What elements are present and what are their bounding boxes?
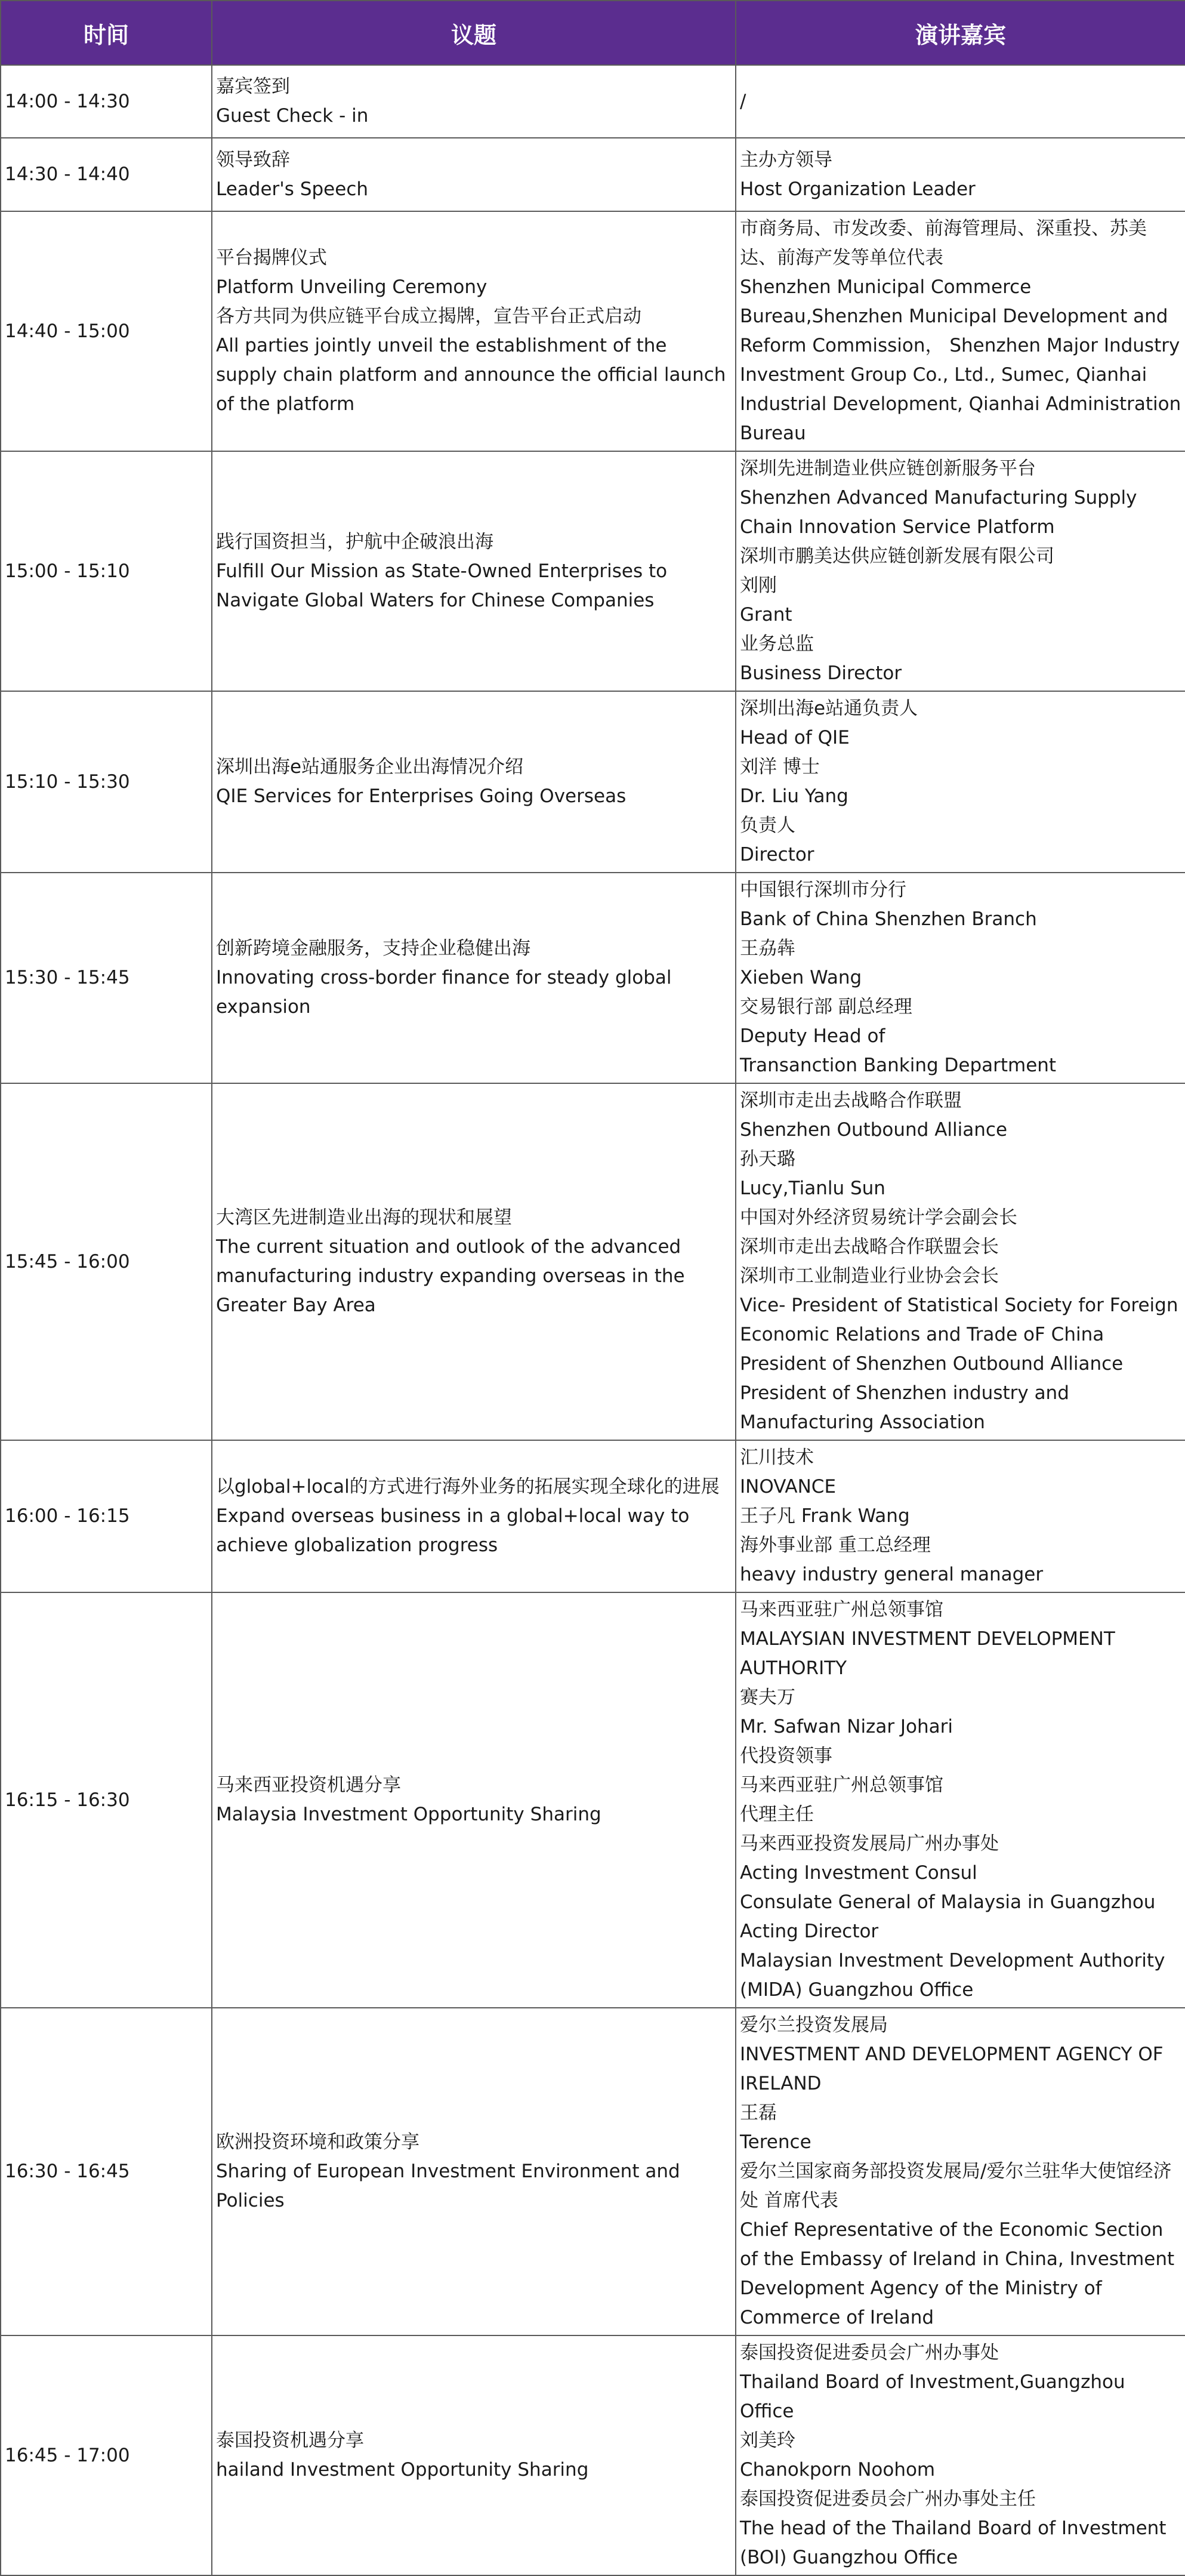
speaker-cell [736,2335,1185,2575]
topic-line: hailand Investment Opportunity Sharing [216,2459,589,2481]
speaker-line: Thailand Board of Investment,Guangzhou Office [740,2371,1125,2422]
topic-line: Leader's Speech [216,178,369,200]
speaker-line: 刘刚 [740,575,777,596]
speaker-line: 深圳市走出去战略合作联盟 [740,1090,962,1111]
speaker-line: Shenzhen Municipal Commerce Bureau,Shenzhen Municipal Development and Reform Commission， Shenzhen Major Industry Investment Group Co., Ltd., Sumec, Qianhai Industrial Development, Qianhai Administration Bureau [740,276,1181,444]
agenda-body [1,65,1185,2575]
topic-line: Fulfill Our Mission as State-Owned Enterprises to Navigate Global Waters for Chinese Companies [216,560,668,611]
speaker-cell [736,138,1185,211]
speaker-line: Head of QIE [740,727,850,748]
speaker-cell [736,2008,1185,2335]
speaker-line: 中国对外经济贸易统计学会副会长 [740,1207,1017,1228]
topic-line: Guest Check - in [216,105,369,127]
agenda-row [1,1440,1185,1592]
speaker-line: Chief Representative of the Economic Section of the Embassy of Ireland in China, Investment Development Agency of the Ministry of Commerce of Ireland [740,2219,1175,2328]
speaker-line: INOVANCE [740,1476,837,1497]
topic-line: 深圳出海e站通服务企业出海情况介绍 [216,756,524,778]
topic-cell [212,1440,736,1592]
speaker-cell [736,691,1185,873]
speaker-line: 赛夫万 [740,1687,795,1708]
topic-line: Innovating cross-border finance for steady global expansion [216,967,672,1018]
speaker-line: 负责人 [740,815,795,836]
speaker-line: Xieben Wang [740,967,862,988]
speaker-line: 刘美玲 [740,2430,795,2451]
time-cell: 15:30 - 15:45 [1,873,212,1083]
agenda-row [1,2008,1185,2335]
speaker-line: 爱尔兰投资发展局 [740,2014,888,2036]
speaker-line: Malaysian Investment Development Authority (MIDA) Guangzhou Office [740,1950,1165,2001]
agenda-row [1,1592,1185,2008]
topic-line: Platform Unveiling Ceremony [216,276,487,298]
speaker-line: 爱尔兰国家商务部投资发展局/爱尔兰驻华大使馆经济处 首席代表 [740,2161,1172,2211]
topic-line: All parties jointly unveil the establishment of the supply chain platform and announce the official launch of the platform [216,335,726,415]
topic-cell [212,451,736,691]
topic-line: The current situation and outlook of the advanced manufacturing industry expanding overseas in the Greater Bay Area [216,1236,685,1316]
speaker-line: 刘洋 博士 [740,756,820,778]
speaker-line: 主办方领导 [740,149,832,171]
header-speaker: 演讲嘉宾 [736,1,1185,65]
speaker-line: Grant [740,604,792,625]
topic-cell [212,65,736,138]
topic-cell [212,138,736,211]
topic-line: 嘉宾签到 [216,76,290,97]
speaker-line: Shenzhen Advanced Manufacturing Supply Chain Innovation Service Platform [740,487,1137,538]
speaker-line: Mr. Safwan Nizar Johari [740,1716,953,1737]
speaker-line: 深圳市工业制造业行业协会会长 [740,1265,999,1287]
header-row [1,1,1185,65]
time-cell: 16:15 - 16:30 [1,1592,212,2008]
speaker-line: 中国银行深圳市分行 [740,879,906,901]
topic-cell [212,691,736,873]
time-cell: 15:10 - 15:30 [1,691,212,873]
topic-line: 领导致辞 [216,149,290,171]
time-cell: 16:30 - 16:45 [1,2008,212,2335]
topic-cell [212,1592,736,2008]
speaker-line: 马来西亚驻广州总领事馆 [740,1599,943,1620]
speaker-cell [736,451,1185,691]
topic-cell [212,873,736,1083]
header-time: 时间 [1,1,212,65]
speaker-line: 海外事业部 重工总经理 [740,1534,931,1556]
topic-line: 践行国资担当，护航中企破浪出海 [216,531,493,553]
speaker-line: Host Organization Leader [740,178,976,200]
agenda-row [1,691,1185,873]
topic-line: 创新跨境金融服务，支持企业稳健出海 [216,938,530,959]
agenda-row [1,2335,1185,2575]
speaker-line: 市商务局、市发改委、前海管理局、深重投、苏美达、前海产发等单位代表 [740,218,1147,269]
topic-line: QIE Services for Enterprises Going Overseas [216,785,627,807]
topic-line: 各方共同为供应链平台成立揭牌，宣告平台正式启动 [216,306,641,327]
time-cell: 16:45 - 17:00 [1,2335,212,2575]
speaker-line: Consulate General of Malaysia in Guangzhou [740,1891,1156,1913]
topic-line: 泰国投资机遇分享 [216,2430,364,2451]
agenda-row [1,873,1185,1083]
time-cell: 15:00 - 15:10 [1,451,212,691]
speaker-line: Terence [740,2131,811,2153]
speaker-line: heavy industry general manager [740,1564,1044,1585]
speaker-line: 代投资领事 [740,1745,832,1767]
speaker-line: Lucy,Tianlu Sun [740,1178,885,1199]
speaker-line: Business Director [740,663,902,684]
topic-cell [212,2008,736,2335]
speaker-line: 深圳市鹏美达供应链创新发展有限公司 [740,546,1054,567]
speaker-line: 业务总监 [740,633,814,655]
speaker-line: Acting Investment Consul [740,1862,977,1884]
speaker-line: 马来西亚投资发展局广州办事处 [740,1833,999,1854]
time-cell: 14:40 - 15:00 [1,211,212,451]
speaker-line: MALAYSIAN INVESTMENT DEVELOPMENT AUTHORITY [740,1628,1115,1679]
speaker-cell [736,1083,1185,1440]
topic-line: 大湾区先进制造业出海的现状和展望 [216,1207,512,1228]
speaker-line: 泰国投资促进委员会广州办事处主任 [740,2488,1036,2510]
speaker-line: Shenzhen Outbound Alliance [740,1119,1008,1141]
speaker-line: 交易银行部 副总经理 [740,996,912,1018]
agenda-row [1,451,1185,691]
topic-cell [212,211,736,451]
speaker-line: 孙天璐 [740,1148,795,1170]
time-cell: 16:00 - 16:15 [1,1440,212,1592]
topic-line: 欧洲投资环境和政策分享 [216,2131,419,2153]
speaker-line: 王劦犇 [740,938,795,959]
agenda-row [1,138,1185,211]
speaker-line: 汇川技术 [740,1447,814,1468]
speaker-line: Vice- President of Statistical Society for Foreign Economic Relations and Trade oF China [740,1295,1178,1345]
speaker-line: 马来西亚驻广州总领事馆 [740,1774,943,1796]
speaker-cell [736,211,1185,451]
speaker-line: 王子凡 Frank Wang [740,1505,910,1527]
topic-line: Sharing of European Investment Environment and Policies [216,2161,680,2211]
speaker-line: 深圳出海e站通负责人 [740,698,918,719]
speaker-line: Director [740,844,814,865]
speaker-line: Dr. Liu Yang [740,785,848,807]
topic-line: Malaysia Investment Opportunity Sharing [216,1804,601,1825]
speaker-line: Transanction Banking Department [740,1055,1057,1076]
topic-line: Expand overseas business in a global+local way to achieve globalization progress [216,1505,690,1556]
topic-line: 以global+local的方式进行海外业务的拓展实现全球化的进展 [216,1476,720,1497]
time-cell: 14:30 - 14:40 [1,138,212,211]
topic-line: 平台揭牌仪式 [216,247,327,269]
agenda-row [1,65,1185,138]
speaker-line: 深圳市走出去战略合作联盟会长 [740,1236,999,1258]
speaker-line: Acting Director [740,1921,879,1942]
speaker-cell [736,1592,1185,2008]
speaker-line: / [740,90,746,112]
speaker-line: INVESTMENT AND DEVELOPMENT AGENCY OF IRELAND [740,2044,1164,2094]
topic-cell [212,1083,736,1440]
speaker-line: The head of the Thailand Board of Investment (BOI) Guangzhou Office [740,2518,1167,2568]
speaker-line: President of Shenzhen industry and Manufacturing Association [740,1382,1069,1433]
agenda-row [1,1083,1185,1440]
header-topic: 议题 [212,1,736,65]
speaker-line: Deputy Head of [740,1025,885,1047]
topic-line: 马来西亚投资机遇分享 [216,1774,401,1796]
speaker-cell [736,873,1185,1083]
time-cell: 14:00 - 14:30 [1,65,212,138]
speaker-line: President of Shenzhen Outbound Alliance [740,1353,1124,1375]
speaker-line: 深圳先进制造业供应链创新服务平台 [740,458,1036,479]
speaker-line: Chanokporn Noohom [740,2459,936,2481]
time-cell: 15:45 - 16:00 [1,1083,212,1440]
topic-cell [212,2335,736,2575]
agenda-row [1,211,1185,451]
speaker-line: 王磊 [740,2102,777,2124]
speaker-line: 泰国投资促进委员会广州办事处 [740,2342,999,2364]
speaker-line: Bank of China Shenzhen Branch [740,908,1037,930]
speaker-line: 代理主任 [740,1804,814,1825]
speaker-cell [736,1440,1185,1592]
speaker-cell [736,65,1185,138]
